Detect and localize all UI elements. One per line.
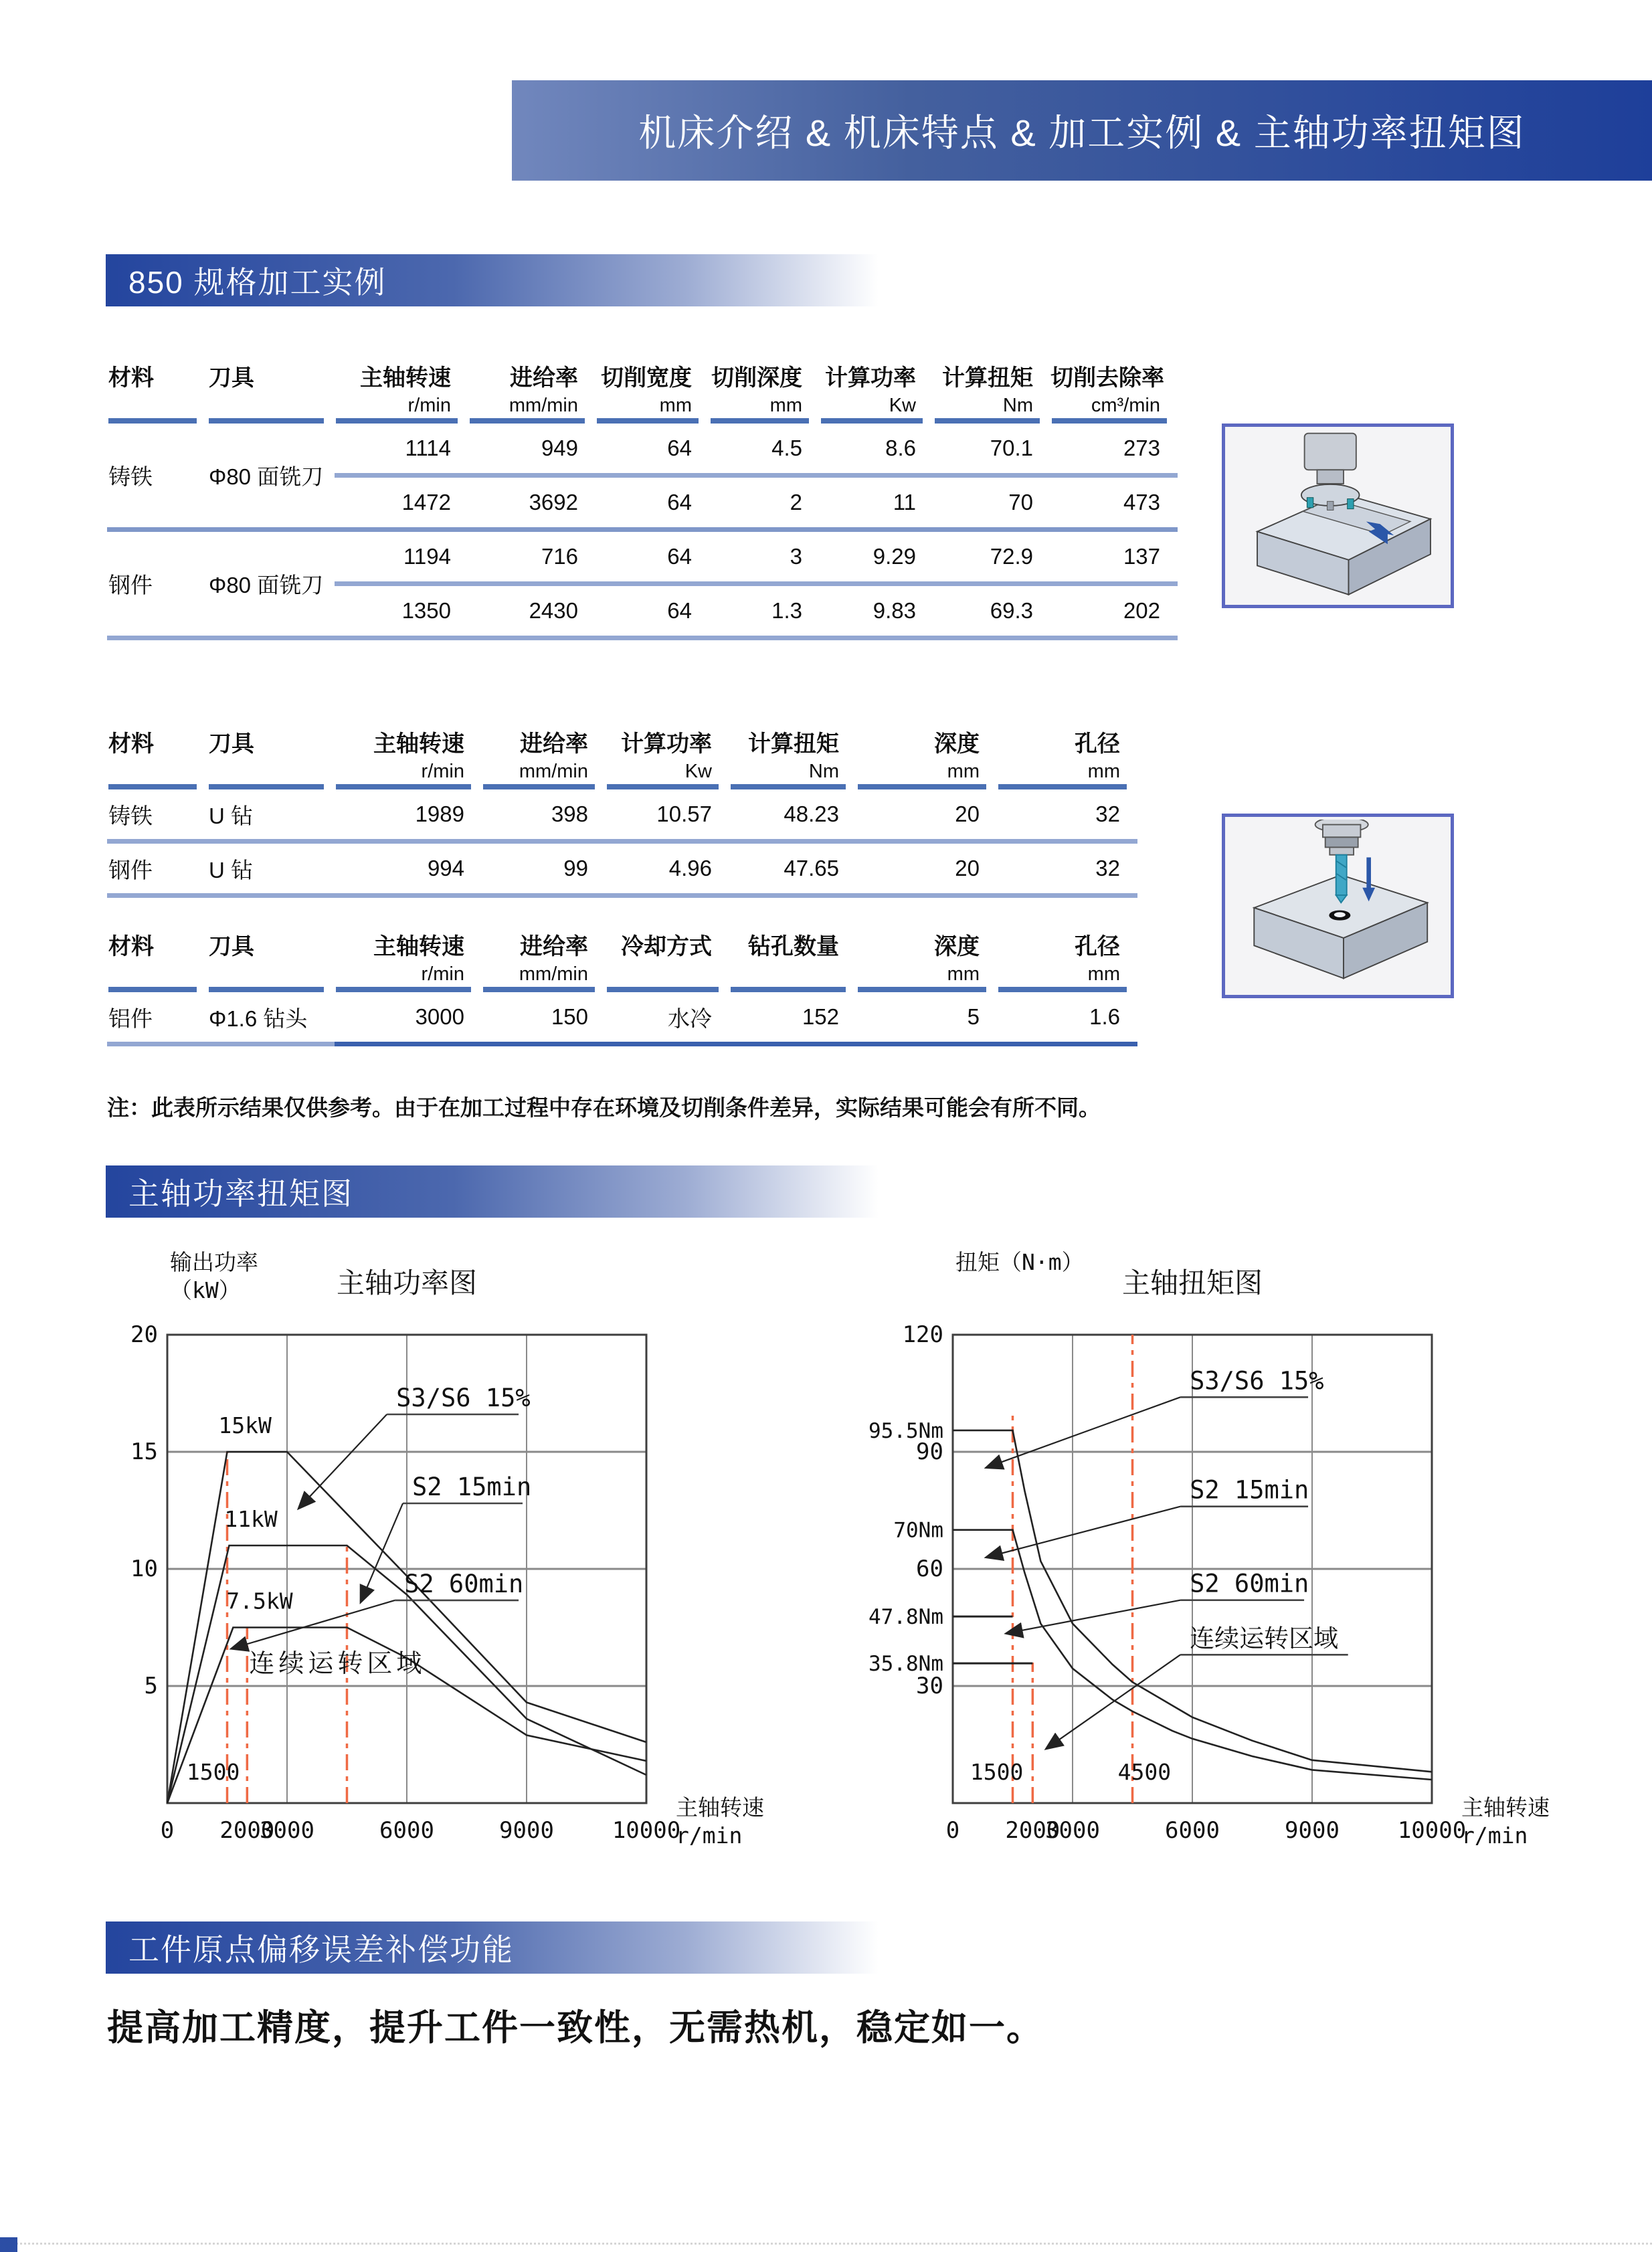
table-header-row (107, 925, 1137, 992)
table-cell: 202 (1123, 598, 1160, 623)
header-underline (998, 987, 1127, 992)
tool-cell: U 钻 (209, 857, 253, 882)
table-cell: 47.65 (784, 856, 839, 880)
table-rule (107, 636, 1178, 640)
x-tick: 9000 (1285, 1817, 1340, 1844)
header-underline (731, 784, 846, 789)
table-rule (107, 839, 1137, 844)
table-cell: 5 (967, 1004, 980, 1029)
header-underline (483, 784, 595, 789)
column-header: 刀具 (207, 357, 335, 424)
table-row (335, 424, 1178, 473)
table-cell: 20 (955, 856, 980, 880)
material-cell: 铝件 (108, 1006, 153, 1031)
column-header: 刀具 (207, 723, 335, 789)
tool-cell: Φ80 面铣刀 (209, 573, 324, 597)
column-header: 计算扭矩 Nm (729, 723, 856, 789)
x-tick: 9000 (499, 1817, 554, 1844)
table-cell: 1472 (401, 490, 451, 514)
table-cell: 11 (893, 490, 916, 514)
column-header: 材料 (107, 357, 207, 424)
column-header: 切削宽度 mm (595, 357, 709, 424)
section-title-examples: 850 规格加工实例 (128, 265, 387, 300)
column-header: 刀具 (207, 925, 335, 992)
column-header: 深度 mm (856, 723, 997, 789)
column-header: 孔径 mm (997, 925, 1137, 992)
table-cell: 949 (541, 436, 578, 460)
spindle-power-torque-charts (0, 1244, 1652, 1880)
point-label: 7.5kW (226, 1588, 293, 1614)
table-cell: 1989 (415, 802, 464, 826)
table-header-row (107, 723, 1137, 789)
table-bottom-rule (107, 1042, 1137, 1046)
table-cell: 2430 (529, 598, 578, 623)
table-cell: 70.1 (990, 436, 1033, 460)
header-underline (209, 987, 324, 992)
x-tick: 6000 (379, 1817, 434, 1844)
section-banner-examples (106, 254, 879, 306)
table-cell: 64 (667, 436, 692, 460)
x-tick: 6000 (1165, 1817, 1220, 1844)
header-underline (209, 418, 324, 424)
column-header: 进给率 mm/min (482, 723, 606, 789)
table-group (107, 424, 1178, 527)
header-underline (108, 418, 197, 424)
x-tick: 3000 (1045, 1817, 1100, 1844)
table-cell: 994 (427, 856, 464, 880)
table-cell: 398 (551, 802, 588, 826)
x-axis-title: r/min (1461, 1822, 1528, 1849)
group-rows (335, 424, 1178, 527)
column-header: 进给率 mm/min (468, 357, 595, 424)
y-tick: 15 (130, 1438, 158, 1465)
header-underline (821, 418, 923, 424)
curve-label: S2 15min (1190, 1475, 1309, 1505)
header-underline (597, 418, 699, 424)
header-underline (935, 418, 1040, 424)
header-underline (470, 418, 585, 424)
header-underline (209, 784, 324, 789)
point-label: 15kW (218, 1412, 272, 1438)
curve-label: S3/S6 15% (1190, 1366, 1324, 1396)
table-cell: 4.96 (668, 856, 712, 880)
x-tick: 0 (945, 1817, 960, 1844)
face-milling-graphic (1228, 430, 1449, 602)
column-header: 材料 (107, 723, 207, 789)
table-cell: 64 (667, 490, 692, 514)
section-title-compensation: 工件原点偏移误差补偿功能 (128, 1932, 514, 1967)
header-underline (711, 418, 809, 424)
chart-title: 主轴功率图 (336, 1266, 478, 1299)
sub-row-rule (335, 473, 1178, 478)
header-underline (858, 987, 986, 992)
table-cell: 8.6 (885, 436, 916, 460)
y-tick: 30 (916, 1673, 943, 1699)
curve-label: 连续运转区域 (1190, 1624, 1339, 1653)
section-banner-compensation (106, 1921, 879, 1974)
drilling-graphic (1228, 820, 1449, 992)
header-underline (1052, 418, 1167, 424)
sub-row-rule (335, 581, 1178, 586)
table-row (107, 992, 1137, 1042)
table-rule (107, 527, 1178, 532)
y-tick: 20 (130, 1321, 158, 1348)
chart-title: 主轴扭矩图 (1121, 1266, 1263, 1299)
table-cell: 10.57 (656, 802, 712, 826)
page-header-banner (512, 80, 1652, 181)
chart (130, 1249, 764, 1849)
table-cell: 473 (1123, 490, 1160, 514)
bottom-corner-mark (0, 2237, 17, 2252)
x-tick: 10000 (1397, 1817, 1467, 1844)
u-drill-examples-table (107, 723, 1137, 898)
table-cell: 1114 (405, 436, 451, 460)
curve-label: S2 15min (412, 1473, 532, 1501)
header-underline (336, 784, 471, 789)
table-cell: 69.3 (990, 598, 1033, 623)
table-cell: 32 (1095, 856, 1120, 880)
y-tick: 5 (144, 1673, 158, 1699)
speed-label: 1500 (970, 1759, 1024, 1785)
region-label: 连续运转区域 (249, 1649, 426, 1678)
y-tick: 10 (130, 1556, 158, 1582)
table-cell: 9.83 (873, 598, 916, 623)
header-underline (483, 987, 595, 992)
material-cell: 钢件 (108, 573, 153, 597)
face-milling-illustration (1222, 424, 1454, 608)
table-cell: 1.3 (771, 598, 802, 623)
table-rule (107, 893, 1137, 898)
table-cell: 1.6 (1089, 1004, 1120, 1029)
column-header: 计算功率 Kw (606, 723, 729, 789)
table-row (107, 844, 1137, 893)
column-header: 切削深度 mm (709, 357, 820, 424)
column-header: 钻孔数量 (729, 925, 856, 992)
y-axis-title: （kW） (170, 1277, 241, 1303)
y-value-label: 95.5Nm (868, 1418, 943, 1443)
table-row (107, 789, 1137, 839)
table-cell: 150 (551, 1004, 588, 1029)
table-cell: 152 (802, 1004, 839, 1029)
material-cell: 铸铁 (108, 464, 153, 489)
bottom-dotted-divider (0, 2243, 1652, 2245)
header-underline (108, 987, 197, 992)
table-cell: 99 (563, 856, 588, 880)
table-cell: 4.5 (771, 436, 802, 460)
y-axis-title: 输出功率 (170, 1249, 258, 1275)
table-row (335, 586, 1178, 636)
compensation-statement: 提高加工精度，提升工件一致性，无需热机，稳定如一。 (107, 2008, 1044, 2048)
speed-label: 1500 (186, 1759, 240, 1785)
y-value-label: 70Nm (893, 1518, 943, 1543)
table-cell: 70 (1008, 490, 1033, 514)
x-tick: 3000 (260, 1817, 314, 1844)
y-value-label: 47.8Nm (868, 1605, 943, 1630)
column-header: 主轴转速 r/min (335, 357, 468, 424)
tool-cell: U 钻 (209, 803, 253, 828)
speed-label: 4500 (1117, 1759, 1172, 1785)
table-cell: 20 (955, 802, 980, 826)
table-cell: 3692 (529, 490, 578, 514)
x-axis-title: 主轴转速 (1461, 1794, 1550, 1820)
header-underline (336, 418, 458, 424)
table-row (335, 532, 1178, 581)
chart (868, 1249, 1550, 1849)
y-tick: 90 (916, 1438, 943, 1465)
table-cell: 137 (1123, 544, 1160, 569)
material-cell: 钢件 (108, 857, 153, 882)
header-underline (336, 987, 471, 992)
column-header: 计算功率 Kw (820, 357, 933, 424)
x-axis-title: r/min (676, 1822, 743, 1849)
table-cell: 273 (1123, 436, 1160, 460)
table-cell: 64 (667, 544, 692, 569)
header-underline (998, 784, 1127, 789)
milling-examples-table (107, 357, 1178, 640)
x-axis-title: 主轴转速 (676, 1794, 764, 1820)
curve-label: S2 60min (1190, 1569, 1309, 1598)
y-tick: 60 (916, 1556, 943, 1582)
table-cell: 2 (790, 490, 802, 514)
header-underline (108, 784, 197, 789)
table-cell: 716 (541, 544, 578, 569)
table-cell: 48.23 (784, 802, 839, 826)
table-cell: 3 (790, 544, 802, 569)
curve-label: S2 60min (404, 1569, 524, 1598)
table-cell: 72.9 (990, 544, 1033, 569)
table-cell: 32 (1095, 802, 1120, 826)
y-axis-title: 扭矩（N·m） (955, 1249, 1084, 1275)
section-title-charts: 主轴功率扭矩图 (128, 1176, 353, 1211)
point-label: 11kW (224, 1506, 278, 1532)
small-drill-example-table (107, 925, 1137, 1046)
header-underline (731, 987, 846, 992)
table-cell: 64 (667, 598, 692, 623)
group-rows (335, 532, 1178, 636)
table-group (107, 532, 1178, 636)
table-cell: 水冷 (668, 1006, 712, 1031)
column-header: 材料 (107, 925, 207, 992)
table-header-row (107, 357, 1178, 424)
column-header: 主轴转速 r/min (335, 723, 482, 789)
table-cell: 3000 (415, 1004, 464, 1029)
y-tick: 120 (902, 1321, 943, 1348)
column-header: 主轴转速 r/min (335, 925, 482, 992)
tool-cell: Φ80 面铣刀 (209, 464, 324, 489)
section-banner-charts (106, 1165, 879, 1218)
table-cell: 9.29 (873, 544, 916, 569)
table-cell: 1194 (403, 544, 451, 569)
header-underline (607, 784, 719, 789)
table-row (335, 478, 1178, 527)
material-cell: 铸铁 (108, 803, 153, 828)
column-header: 孔径 mm (997, 723, 1137, 789)
drilling-illustration (1222, 814, 1454, 998)
column-header: 深度 mm (856, 925, 997, 992)
y-value-label: 35.8Nm (868, 1652, 943, 1677)
column-header: 切削去除率 cm³/min (1050, 357, 1178, 424)
table-cell: 1350 (401, 598, 451, 623)
page-header-title: 机床介绍 & 机床特点 & 加工实例 & 主轴功率扭矩图 (638, 112, 1526, 154)
column-header: 进给率 mm/min (482, 925, 606, 992)
reference-note: 注：此表所示结果仅供参考。由于在加工过程中存在环境及切削条件差异，实际结果可能会有所不同。 (107, 1095, 1101, 1120)
header-underline (607, 987, 719, 992)
x-tick: 10000 (612, 1817, 681, 1844)
curve-label: S3/S6 15% (396, 1384, 531, 1412)
x-tick: 2000 (1005, 1817, 1061, 1844)
header-underline (858, 784, 986, 789)
column-header: 冷却方式 (606, 925, 729, 992)
column-header: 计算扭矩 Nm (933, 357, 1050, 424)
x-tick: 2000 (219, 1817, 275, 1844)
tool-cell: Φ1.6 钻头 (209, 1006, 308, 1031)
x-tick: 0 (160, 1817, 175, 1844)
